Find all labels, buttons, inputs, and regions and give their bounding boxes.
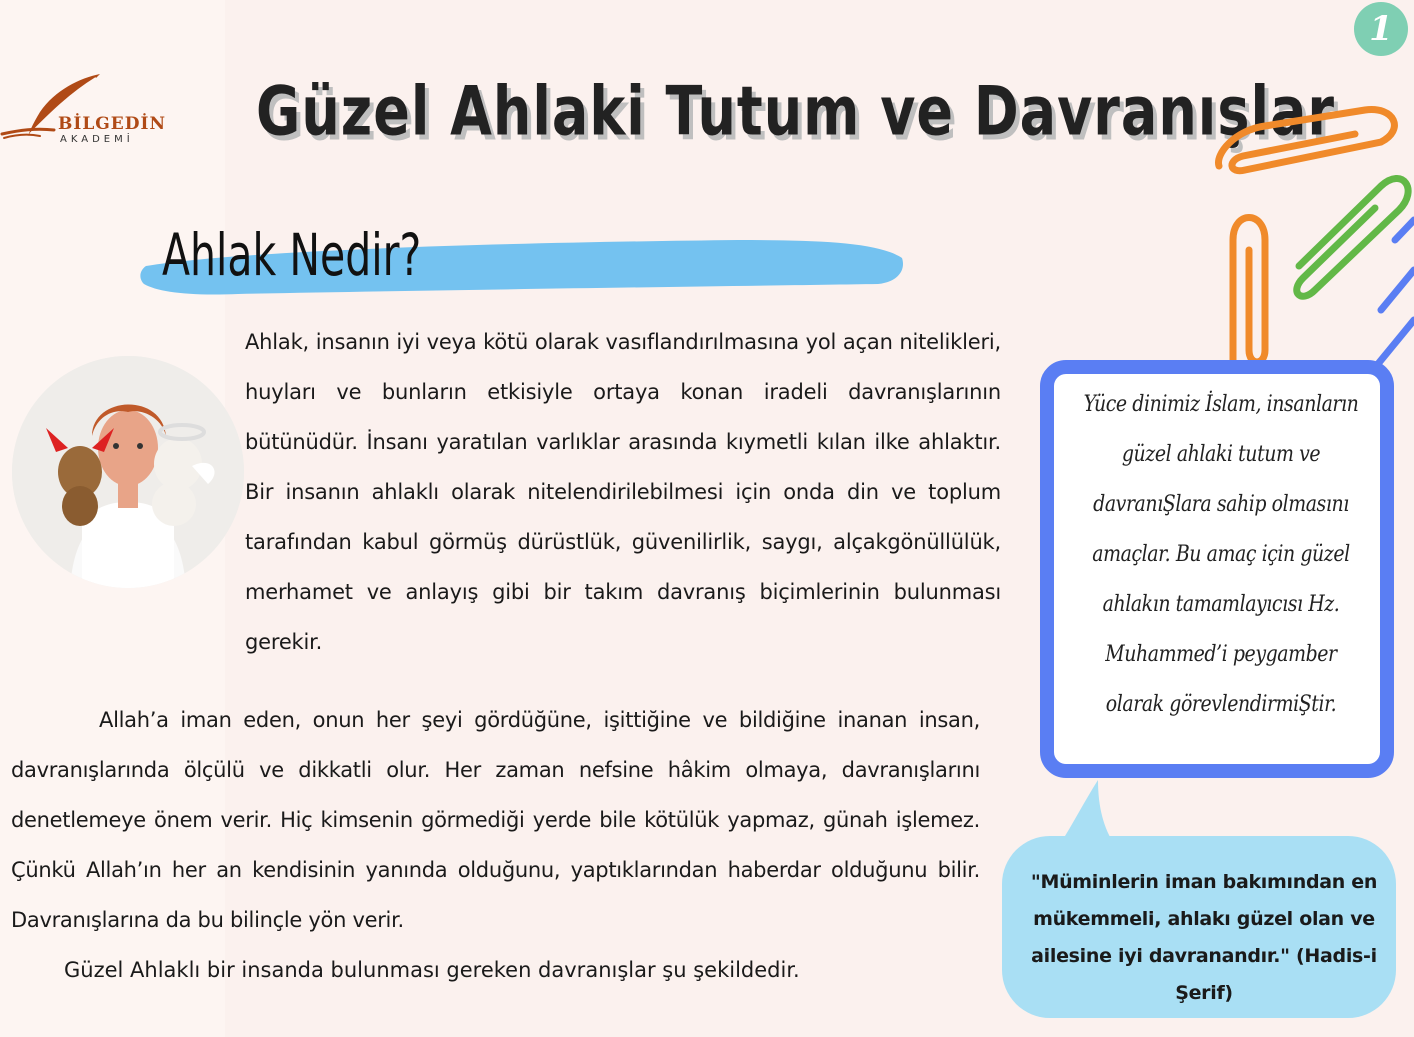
paper-clip-icons	[1205, 70, 1414, 390]
page-number-badge: 1	[1354, 2, 1408, 56]
paragraph-definition: Ahlak, insanın iyi veya kötü olarak vasıflandırılmasına yol açan nitelikleri, huyları ve bunların etkisiyle ortaya konan iradeli davranışlarının bütünüdür. İnsanı yaratılan varlıklar arasında kıymetli kılan ilke ahlaktır. Bir insanın ahlaklı olarak nitelendirilebilmesi için onda din ve toplum tarafından kabul görmüş dürüstlük, güvenilirlik, saygı, alçakgönüllülük, merhamet ve anlayış gibi bir takım davranış biçimlerinin bulunması gerekir.	[245, 330, 1001, 654]
section-heading: Ahlak Nedir?	[162, 222, 422, 289]
info-box-text: Yüce dinimiz İslam, insanların güzel ahlaki tutum ve davranıŞlara sahip olmasını amaçlar. Bu amaç için güzel ahlakın tamamlayıcısı Hz. Muhammed’i peygamber olarak görevlendirmiŞtir.	[1083, 392, 1359, 717]
paragraph-intro-list: Güzel Ahlaklı bir insanda bulunması gereken davranışlar şu şekildedir.	[64, 958, 800, 982]
hadith-quote: "Müminlerin iman bakımından en mükemmeli, ahlakı güzel olan ve ailesine iyi davranandır." (Hadis-i Şerif)	[1030, 871, 1378, 1004]
logo-name: BİLGEDİN	[58, 114, 166, 134]
logo	[0, 70, 180, 150]
page-title: Güzel Ahlaki Tutum ve Davranışlar	[256, 72, 1336, 151]
paragraph-belief: Allah’a iman eden, onun her şeyi gördüğüne, işittiğine ve bildiğine inanan insan, davranışlarında ölçülü ve dikkatli olur. Her zaman nefsine hâkim olmaya, davranışlarını denetlemeye önem verir. Hiç kimsenin görmediği yerde bile kötülük yapmaz, günah işlemez. Çünkü Allah’ın her an kendisinin yanında olduğunu, yaptıklarından haberdar olduğunu bilir. Davranışlarına da bu bilinçle yön verir.	[11, 708, 980, 932]
photo-woman-with-teddy-bears	[12, 356, 244, 588]
logo-subtitle: AKADEMİ	[60, 134, 134, 145]
